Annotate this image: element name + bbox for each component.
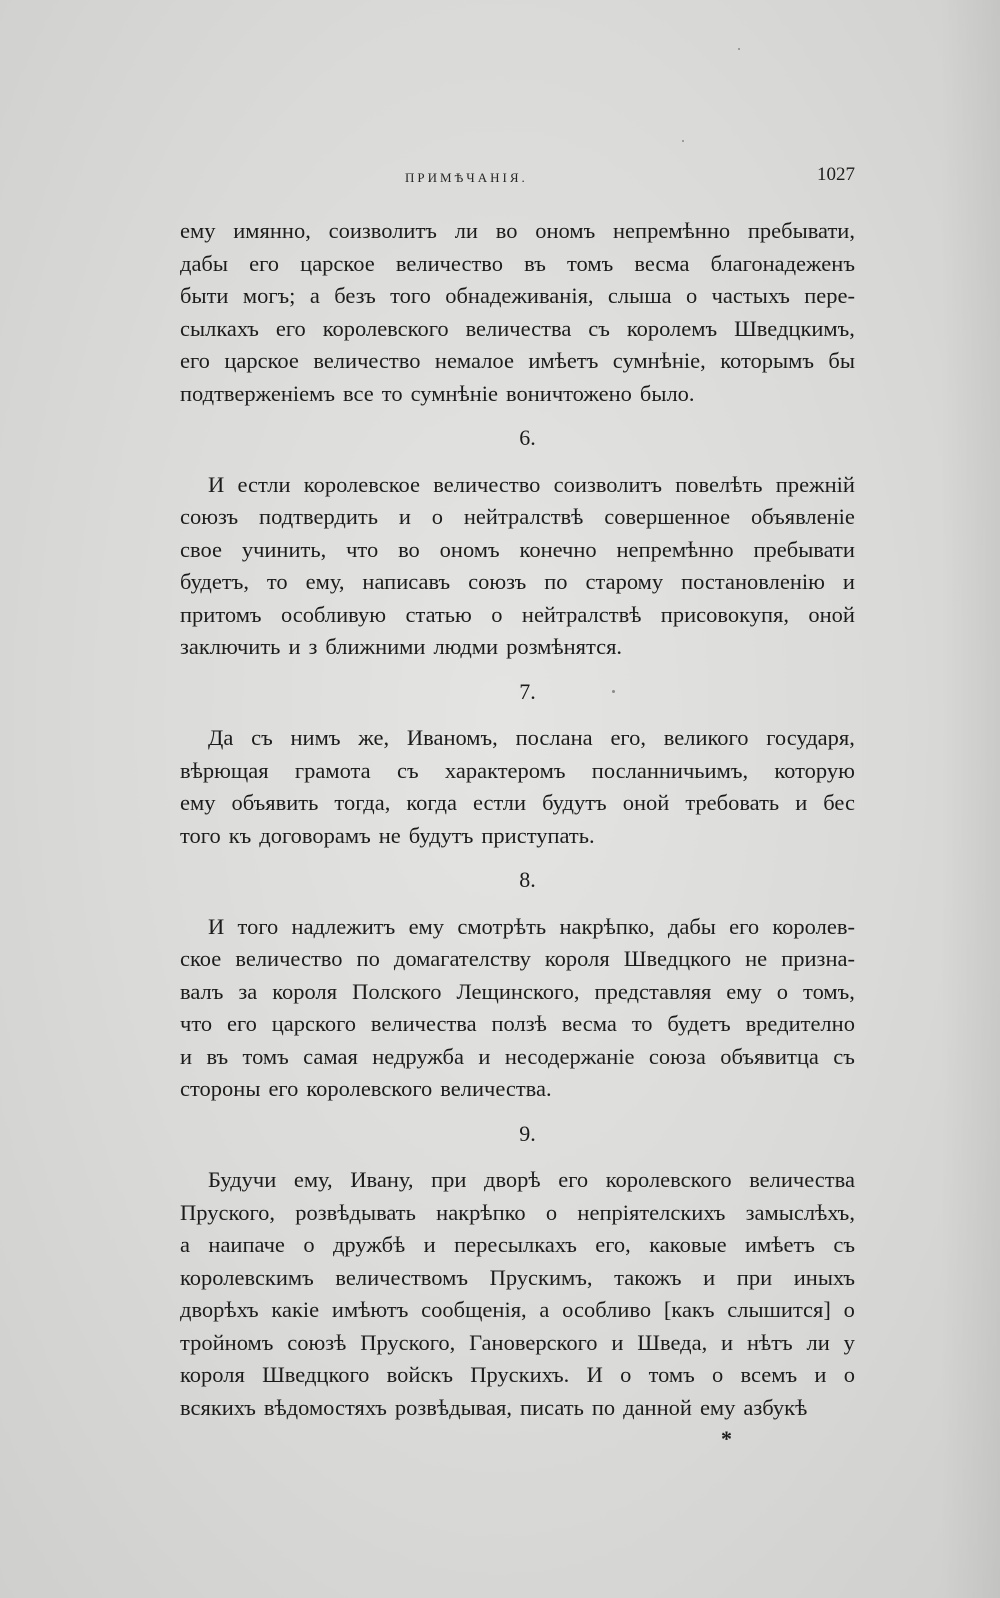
text-line: королевскимъ величествомъ Прускимъ, такожъ и при иныхъ [180,1264,855,1290]
section-number: 8. [519,867,536,892]
section-number: 9. [519,1120,536,1146]
body-text [180,215,855,1424]
text-line: И естли королевское величество соизволитъ повелѣть прежній [208,471,855,497]
paragraph [180,469,855,664]
text-line: дворѣхъ какіе имѣютъ сообщенія, а особливо [какъ слышится] о [180,1297,855,1322]
text-line: ское величество по домагателству короля Шведцкого не призна- [180,946,855,971]
text-line: союзъ подтвердить и о нейтралствѣ совершенное объявленіе [180,504,855,529]
paragraph [180,722,855,852]
text-line: свое учинить, что во ономъ конечно непремѣнно пребывати [180,536,855,562]
text-line: вѣрющая грамота съ характеромъ посланничьимъ, которую [180,757,855,783]
text-line: стороны его королевского величества. [180,1076,552,1101]
text-line: подтверженіемъ все то сумнѣніе воничтожено было. [180,380,695,406]
running-head: ПРИМѢЧАНІЯ. [405,170,528,185]
text-line: притомъ особливую статью о нейтралствѣ присовокупя, оной [180,601,855,627]
text-line: сылкахъ его королевского величества съ королемъ Шведцкимъ, [180,315,855,341]
page-edge-shadow [940,0,1000,1598]
text-line: ему имянно, соизволитъ ли во ономъ непремѣнно пребывати, [180,218,855,243]
text-line: И того надлежитъ ему смотрѣть накрѣпко, дабы его королев- [208,913,855,939]
text-line: будетъ, то ему, написавъ союзъ по старому постановленію и [180,569,855,594]
text-line: короля Шведцкого войскъ Прускихъ. И о томъ о всемъ и о [180,1362,855,1387]
text-line: что его царского величества ползѣ весма то будетъ вредително [180,1011,855,1036]
text-line: Пруского, розвѣдывать накрѣпко о непріятелскихъ замыслѣхъ, [180,1199,855,1225]
text-line: а наипаче о дружбѣ и пересылкахъ его, каковые имѣетъ съ [180,1232,855,1257]
text-line: Да съ нимъ же, Иваномъ, послана его, великого государя, [208,725,855,750]
section-number: 6. [519,425,536,450]
text-line: ему объявить тогда, когда естли будутъ оной требовать и бес [180,790,855,815]
text-line: всякихъ вѣдомостяхъ розвѣдывая, писать по данной ему азбукѣ [180,1394,808,1420]
text-line: Будучи ему, Ивану, при дворѣ его королевского величества [208,1167,855,1192]
text-line: того къ договорамъ не будутъ приступать. [180,822,595,848]
paragraph [180,215,855,410]
page-header [180,164,855,194]
section-number: 7. [519,678,536,704]
text-line: и въ томъ самая недружба и несодержаніе союза объявитца съ [180,1043,855,1069]
footnote-asterisk: * [721,1426,732,1451]
text-line: дабы его царское величество въ томъ весма благонадеженъ [180,250,855,276]
text-line: его царское величество немалое имѣетъ сумнѣніе, которымъ бы [180,348,855,373]
text-line: быти могъ; а безъ того обнадеживанія, слыша о частыхъ пере- [180,283,855,308]
text-line: тройномъ союзѣ Пруского, Гановерского и Шведа, и нѣтъ ли у [180,1329,855,1355]
text-line: заключить и з ближними людми розмѣнятся. [180,634,623,659]
text-line: валъ за короля Полского Лещинского, представляя ему о томъ, [180,978,855,1004]
page-number: 1027 [817,164,855,185]
paragraph [180,1164,855,1424]
paragraph [180,911,855,1106]
